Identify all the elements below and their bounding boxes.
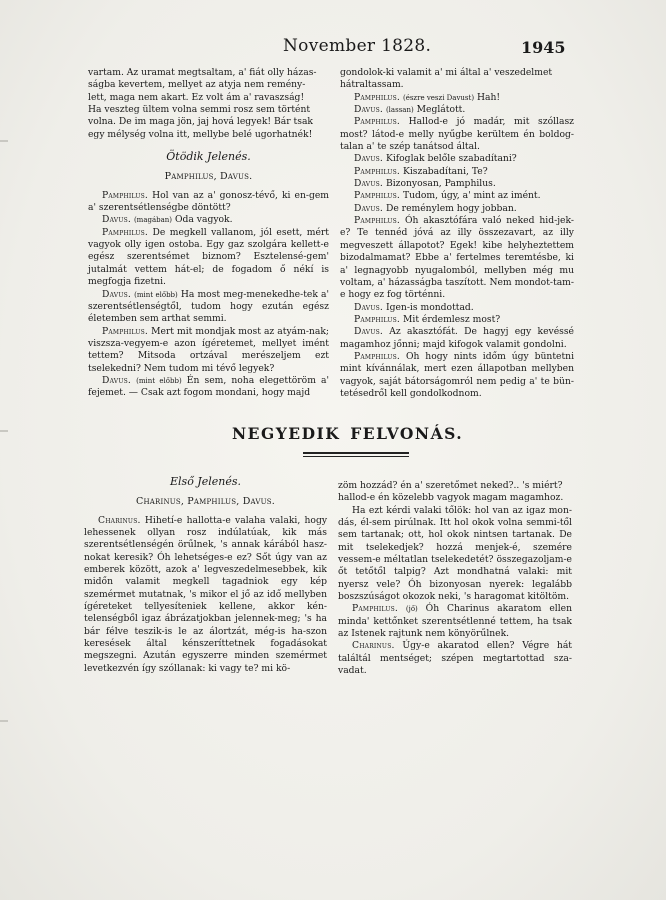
speech-paragraph — [338, 603, 572, 640]
text-line: Ha veszteg ültem volna semmi rosz sem történt — [88, 104, 311, 116]
speaker-name: Davus. — [354, 178, 384, 190]
speech-text: Ha most meg-menekedhe-tek a' szerentsétlenségtől, tudom hogy ezután egész életemben sem arthat semmi. — [88, 288, 329, 325]
speaker-name: Pamphilus. — [354, 91, 401, 103]
speaker-name: Pamphilus. — [354, 215, 401, 227]
speech-text: Mit érdemlesz most? — [402, 313, 501, 325]
stage-direction: (mint előbb) — [134, 290, 178, 299]
speech-paragraph — [88, 289, 329, 326]
stage-direction: (jő) — [405, 605, 418, 614]
margin-mark — [0, 720, 8, 722]
speech-paragraph — [88, 375, 329, 400]
scene-title: Első Jelenés. — [170, 475, 241, 488]
stage-direction: (lassan) — [385, 106, 414, 115]
speaker-name: Pamphilus. — [354, 313, 401, 325]
text-line: lett, maga nem akart. Ez volt ám a' ravaszság! — [88, 91, 305, 103]
speech-text: Az akasztófát. De hagyj egy kevéssé magamhoz jőnni; majd kifogok valamit gondolni. — [340, 326, 574, 350]
speaker-name: Davus. — [354, 301, 384, 313]
speech-paragraph — [340, 190, 574, 202]
speaker-name: Pamphilus. — [354, 350, 401, 362]
speaker-name: Pamphilus. — [354, 116, 401, 128]
running-title: November 1828. — [283, 36, 432, 56]
speaker-name: Pamphilus. — [102, 226, 149, 238]
top-right-speeches — [340, 92, 574, 401]
speaker-name: Davus. — [102, 374, 132, 386]
speaker-name: Davus. — [102, 288, 132, 300]
speaker-name: Davus. — [102, 214, 132, 226]
top-left-column — [88, 67, 329, 400]
stage-direction: (mint előbb) — [136, 376, 182, 385]
speech-text: Tudom, úgy, a' mint az imént. — [402, 190, 541, 202]
speech-paragraph — [340, 104, 574, 116]
speaker-name: Pamphilus. — [354, 190, 401, 202]
speaker-name: Davus. — [354, 326, 384, 338]
stage-direction: (magában) — [133, 216, 173, 225]
speech-paragraph — [340, 302, 574, 314]
speech-text: Meglátott. — [416, 104, 466, 116]
speech-paragraph — [340, 116, 574, 153]
text-line: volna. De im maga jön, jaj hová legyek! Bár tsak — [88, 116, 313, 128]
speech-text: Oh hogy nints időm úgy büntetni mint kívánnálak, mert ezen állapotban mellyben vagyok, saját bátorságomról nem pedig a' te bün-tetésedről kell gondolkodnom. — [340, 350, 575, 399]
speaker-name: Davus. — [354, 153, 384, 165]
speech-paragraph — [340, 166, 574, 178]
speech-text: Mert mit mondjak most az atyám-nak; viszsza-vegyem-e azon ígéretemet, mellyet imént tettem? Mitsoda ortzával merészeljem ezt tselekedni? Nem tudom mi tévő legyek? — [88, 325, 329, 374]
speech-text: Úgy-e akaratod ellen? Végre hát találtál mentséget; szépen megtartottad sza-vadat. — [338, 640, 572, 677]
stage-direction: (észre veszi Davust) — [402, 93, 475, 102]
speech-text: De reménylem hogy jobban. — [385, 202, 517, 214]
speaker-name: Davus. — [354, 202, 384, 214]
speaker-name: Davus. — [354, 104, 384, 116]
text-line: hátraltassam. — [340, 79, 404, 91]
speaker-name: Pamphilus. — [352, 603, 399, 615]
act-rule-thin — [303, 456, 409, 457]
top-right-column — [340, 67, 574, 400]
act-rule-thick — [303, 452, 409, 454]
speech-paragraph — [340, 92, 574, 104]
text-line: zöm hozzád? én a' szeretőmet neked?.. 's miért? — [338, 480, 563, 491]
speech-text: Igen-is mondottad. — [385, 301, 474, 313]
speech-paragraph — [340, 203, 574, 215]
speech-paragraph — [88, 214, 329, 226]
speech-text: Hol van az a' gonosz-tévő, ki en-gem a' szerentsétlenségbe döntött? — [88, 189, 330, 214]
speech-paragraph — [340, 314, 574, 326]
speech-paragraph — [340, 326, 574, 351]
text-line: egy mélység volna itt, mellybe belé ugorhatnék! — [88, 128, 313, 140]
speech-paragraph — [340, 215, 574, 301]
prose-paragraph: Ha ezt kérdi valaki tőlök: hol van az igaz mon-dás, él-sem pirúlnak. Itt hol okok volna semmi-től sem tartanak; ott, hol okok nintsen tartanak. De mit tselekedjek? hozzá menjek-é, szemére vessem-e méltatlan tselekedetét? összegazoljam-e őt tetőtől talpig? Azt mondhatná valaki: mit nyersz vele? Óh bizonyosan nyerek: legalább boszszúságot okozok neki, 's haragomat kitöltöm. — [338, 504, 572, 603]
top-right-continuation — [340, 67, 574, 92]
speech-text: Hihetí-e hallotta-e valaha valaki, hogy lehessenek ollyan rosz indúlatúak, kik más szerentsétlenségén örűlnek, 's annak kárából hasz-nokat keresik? Óh lehetséges-e ez? Sőt úgy van az emberek között, azok a' legveszedelmesebbek, kik midőn valamit megkell tagadniok egy kép szemérmet mutatnak, 's mikor el jő az idő mellyben ígéreteket tellyesíteniek kellene, akkor kén-telenségből igaz ábrázatjokban jelennek-meg; 's ha bár félve teszik-is le az álortzát, még-is ha-szon keresések által kénszeríttetnek fogadásokat megszegni. Azután egyszerre minden szemérmet levetkezvén így szóllanak: ki vagy te? mi kö- — [84, 514, 328, 674]
speech-text: De megkell vallanom, jól esett, mért vagyok olly igen ostoba. Egy gaz szolgára kellett-e egész szerentsémet biznom? Esztelensé-gem' jutalmát vettem hát-el; de fogadom ő nékí is megfogja fizetni. — [88, 226, 329, 288]
text-line: gondolok-ki valamit a' mi által a' veszedelmet — [340, 67, 553, 78]
bottom-right-prose — [338, 505, 572, 604]
scene-title: Ötödik Jelenés. — [166, 150, 251, 164]
speech-text: Óh Charinus akaratom ellen minda' kettőnket szerentsétlenné tettem, ha tsak az Istenek rajtunk nem könyörűlnek. — [338, 603, 573, 640]
speech-paragraph — [340, 178, 574, 190]
text-line: vartam. Az uramat megtsaltam, a' fiát olly házas- — [88, 67, 317, 78]
speech-paragraph — [84, 515, 327, 675]
speech-text: Hallod-e jó madár, mit szóllasz most? látod-e melly nyűgbe kerültem én boldog-talan a' te szép tanátsod által. — [340, 116, 575, 153]
scene-cast: Pamphilus, Davus. — [164, 171, 253, 183]
act-heading — [232, 424, 463, 443]
act-heading-word1: NEGYEDIK — [232, 424, 341, 443]
speaker-name: Pamphilus. — [354, 165, 401, 177]
text-line: ságba kevertem, mellyet az atyja nem remény- — [88, 79, 306, 91]
speaker-name: Charinus. — [352, 640, 395, 652]
speech-text: Bizonyosan, Pamphilus. — [385, 178, 496, 190]
act-heading-word2: FELVONÁS. — [350, 424, 464, 443]
bottom-left-speeches — [84, 515, 327, 675]
bottom-right-speeches — [338, 603, 572, 677]
bottom-left-column — [84, 466, 327, 675]
speech-text: Óh akasztófára való neked hid-jek-e? Te tennéd jóvá az illy összezavart, az illy megveszett állapotot? Egek! kibe helyheztettem bizodalmamat? Ebbe a' fertelmes teremtésbe, ki a' legnagyobb nyugalomból, mellyben még mu voltam, a' házasságba taszított. Nem mondot-tam-e hogy ez fog történni. — [340, 215, 574, 301]
page-header — [0, 36, 666, 60]
speech-text: Oda vagyok. — [174, 214, 233, 226]
top-left-speeches — [88, 190, 329, 400]
margin-mark — [0, 140, 8, 142]
speech-paragraph — [88, 190, 329, 215]
speech-paragraph — [338, 640, 572, 677]
text-line: hallod-e én közelebb vagyok magam magamhoz. — [338, 492, 564, 504]
scene-cast: Charinus, Pamphilus, Davus. — [135, 496, 275, 508]
speech-paragraph — [88, 227, 329, 289]
speaker-name: Charinus. — [98, 514, 141, 526]
speech-text: Kifoglak belőle szabadítani? — [385, 153, 517, 165]
bottom-right-column — [338, 480, 572, 678]
bottom-right-continuation — [338, 480, 572, 505]
speech-paragraph — [340, 153, 574, 165]
speech-text: Én sem, noha elegettöröm a' fejemet. — Csak azt fogom mondani, hogy majd — [88, 374, 329, 399]
speech-paragraph — [340, 351, 574, 400]
speaker-name: Pamphilus. — [102, 325, 149, 337]
speaker-name: Pamphilus. — [102, 189, 149, 201]
speech-text: Hah! — [476, 91, 501, 103]
speech-paragraph — [88, 326, 329, 375]
margin-mark — [0, 430, 8, 432]
page-number: 1945 — [521, 38, 566, 57]
top-left-continuation — [88, 67, 329, 141]
speech-text: Kiszabadítani, Te? — [402, 165, 488, 177]
